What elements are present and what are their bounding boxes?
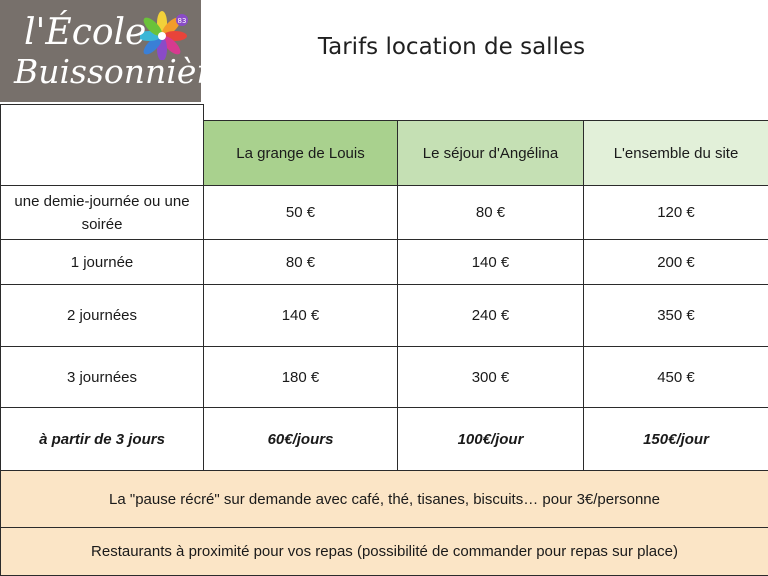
price-cell: 300 € xyxy=(398,347,584,408)
logo-badge: 83 xyxy=(177,17,187,25)
row-label: 3 journées xyxy=(0,347,204,408)
price-cell: 80 € xyxy=(204,240,398,285)
header-ensemble: L'ensemble du site xyxy=(584,120,768,186)
price-cell: 100€/jour xyxy=(398,408,584,471)
row-label: 1 journée xyxy=(0,240,204,285)
header-sejour: Le séjour d'Angélina xyxy=(398,120,584,186)
price-cell: 80 € xyxy=(398,186,584,240)
price-cell: 140 € xyxy=(204,285,398,347)
price-cell: 450 € xyxy=(584,347,768,408)
logo-text-line1: l'École xyxy=(24,12,147,53)
price-cell: 50 € xyxy=(204,186,398,240)
logo-text-line2: Buissonnière xyxy=(14,52,232,91)
price-cell: 60€/jours xyxy=(204,408,398,471)
price-cell: 180 € xyxy=(204,347,398,408)
row-label: à partir de 3 jours xyxy=(0,408,204,471)
note-pause-recre: La "pause récré" sur demande avec café, thé, tisanes, biscuits… pour 3€/personne xyxy=(0,471,768,528)
pricing-table xyxy=(0,104,768,576)
header-grange: La grange de Louis xyxy=(204,120,398,186)
price-cell: 140 € xyxy=(398,240,584,285)
row-label: une demie-journée ou une soirée xyxy=(0,186,204,240)
header-empty-cell xyxy=(0,104,204,186)
price-cell: 150€/jour xyxy=(584,408,768,471)
price-cell: 200 € xyxy=(584,240,768,285)
note-restaurants: Restaurants à proximité pour vos repas (possibilité de commander pour repas sur place) xyxy=(0,528,768,576)
price-cell: 240 € xyxy=(398,285,584,347)
price-cell: 350 € xyxy=(584,285,768,347)
page-title: Tarifs location de salles xyxy=(317,34,586,60)
row-label: 2 journées xyxy=(0,285,204,347)
price-cell: 120 € xyxy=(584,186,768,240)
